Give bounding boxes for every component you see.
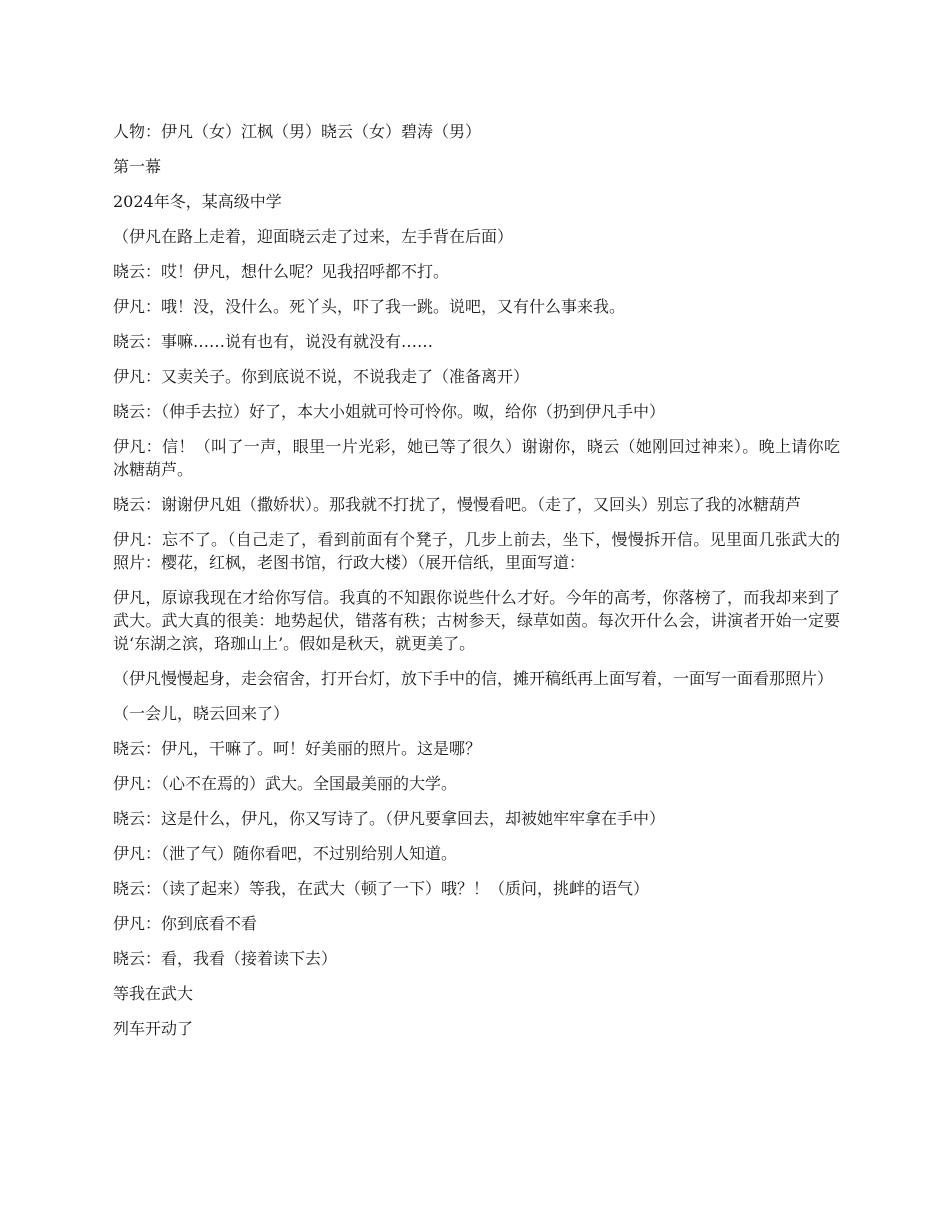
dialogue-line: 晓云：伊凡，干嘛了。呵！好美丽的照片。这是哪？ (113, 739, 482, 758)
dialogue-line: 伊凡：忘不了。（自己走了，看到前面有个凳子，几步上前去，坐下，慢慢拆开信。见里面几张武大的照片：樱花，红枫，老图书馆，行政大楼）（展开信纸，里面写道： (113, 530, 840, 572)
dialogue-line: 晓云：（伸手去拉）好了，本大小姐就可怜可怜你。呶，给你（扔到伊凡手中） (113, 402, 666, 421)
poem-line: 列车开动了 (113, 1019, 194, 1038)
document-body (113, 120, 840, 1052)
scene-setting: 2024年冬，某高级中学 (113, 192, 282, 211)
stage-direction: （伊凡在路上走着，迎面晓云走了过来，左手背在后面） (113, 227, 514, 246)
dialogue-line: 伊凡：（泄了气）随你看吧，不过别给别人知道。 (113, 844, 458, 863)
dialogue-line: 晓云：谢谢伊凡姐（撒娇状）。那我就不打扰了，慢慢看吧。（走了，又回头）别忘了我的冰糖葫芦 (113, 495, 802, 514)
dialogue-line: 伊凡：信！（叫了一声，眼里一片光彩，她已等了很久）谢谢你，晓云（她刚回过神来）。晚上请你吃冰糖葫芦。 (113, 437, 840, 479)
poem-line: 等我在武大 (113, 984, 194, 1003)
dialogue-line: 晓云：哎！伊凡，想什么呢？见我招呼都不打。 (113, 262, 450, 281)
dialogue-line: 伊凡：又卖关子。你到底说不说，不说我走了（准备离开） (113, 367, 530, 386)
dialogue-line: 伊凡：你到底看不看 (113, 914, 258, 933)
dialogue-line: 晓云：（读了起来）等我，在武大（顿了一下）哦？！（质问，挑衅的语气） (113, 879, 650, 898)
dialogue-line: 晓云：事嘛……说有也有，说没有就没有…… (113, 332, 434, 351)
dialogue-line: 晓云：看，我看（接着读下去） (113, 949, 338, 968)
stage-direction: （一会儿，晓云回来了） (113, 704, 290, 723)
cast-list: 人物：伊凡（女）江枫（男）晓云（女）碧涛（男） (113, 122, 482, 141)
letter-text: 伊凡，原谅我现在才给你写信。我真的不知跟你说些什么才好。今年的高考，你落榜了，而我却来到了武大。武大真的很美：地势起伏，错落有秩；古树参天，绿草如茵。每次开什么会，讲演者开始一定要说‘东湖之滨，珞珈山上’。假如是秋天，就更美了。 (113, 588, 840, 653)
dialogue-line: 伊凡：哦！没，没什么。死丫头，吓了我一跳。说吧，又有什么事来我。 (113, 297, 626, 316)
dialogue-line: 伊凡：（心不在焉的）武大。全国最美丽的大学。 (113, 774, 458, 793)
stage-direction: （伊凡慢慢起身，走会宿舍，打开台灯，放下手中的信，摊开稿纸再上面写着，一面写一面看那照片） (113, 669, 834, 688)
dialogue-line: 晓云：这是什么，伊凡，你又写诗了。（伊凡要拿回去，却被她牢牢拿在手中） (113, 809, 666, 828)
act-heading: 第一幕 (113, 157, 162, 176)
